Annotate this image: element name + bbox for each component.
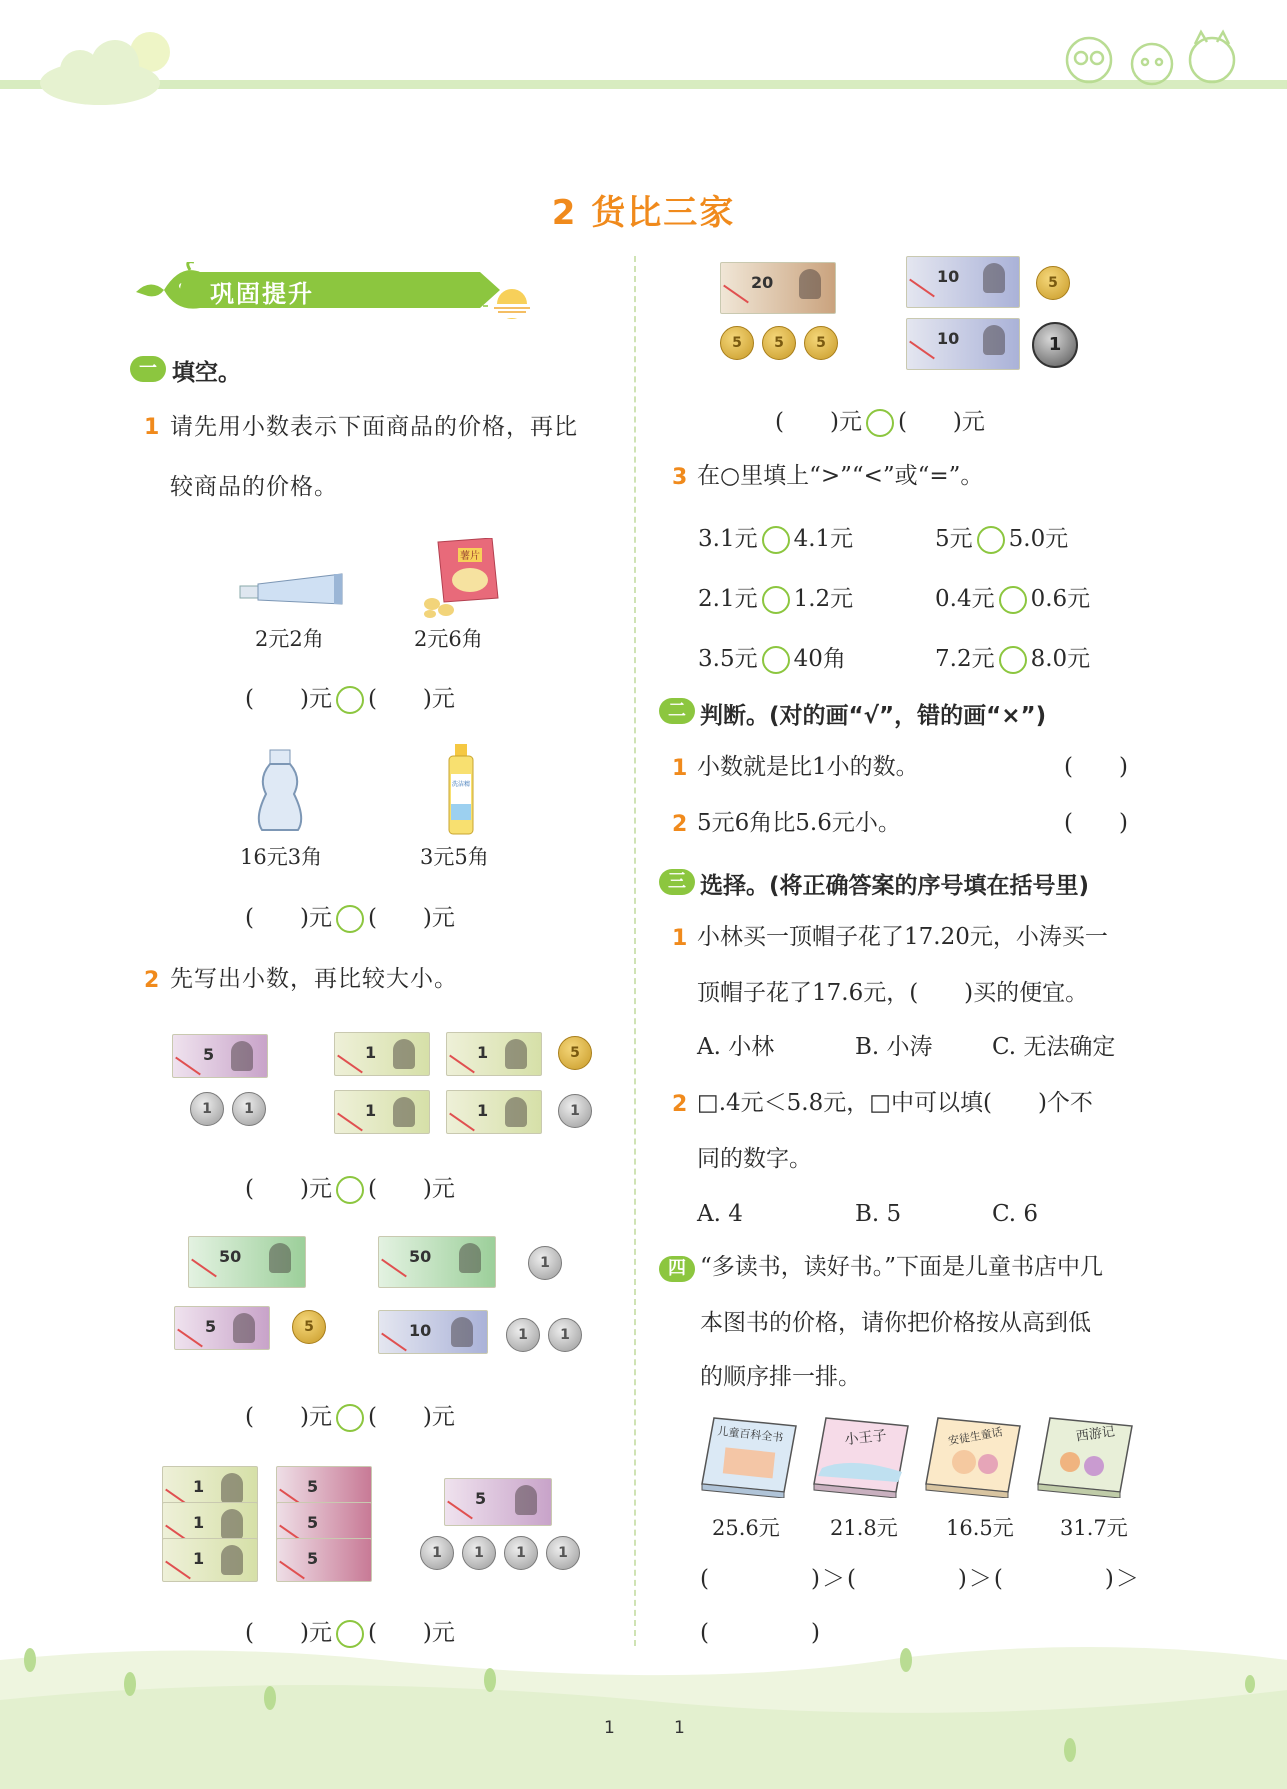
- book-icon: [1036, 1416, 1136, 1498]
- compare-row: 5元 5.0元: [935, 526, 1069, 552]
- option-a[interactable]: A. 小林: [697, 1034, 775, 1060]
- option-c[interactable]: C. 6: [992, 1201, 1039, 1227]
- animal-faces-decoration: [1057, 20, 1247, 90]
- grass-hills-decoration: [0, 1640, 1287, 1789]
- question-number: 1: [144, 415, 160, 440]
- svg-text:洗洁精: 洗洁精: [451, 781, 471, 788]
- compare-circle[interactable]: [336, 1176, 364, 1204]
- compare-circle[interactable]: [762, 646, 790, 674]
- banknote-5-yuan: 5: [444, 1478, 552, 1526]
- coin-1-yuan: 1: [528, 1246, 562, 1280]
- page-number: 1: [674, 1718, 685, 1738]
- banknote-10-yuan: 10: [906, 256, 1020, 308]
- question-text: 先写出小数，再比较大小。: [170, 966, 458, 992]
- question-text: 5元6角比5.6元小。: [697, 810, 901, 836]
- svg-text:西游记: 西游记: [1075, 1424, 1116, 1445]
- compare-circle[interactable]: [977, 526, 1005, 554]
- column-divider: [634, 256, 636, 1646]
- coin-1-yuan: 1: [1032, 322, 1078, 368]
- banknote-1-yuan: 1: [162, 1466, 258, 1510]
- compare-circle[interactable]: [336, 905, 364, 933]
- compare-row: 3.1元 4.1元: [698, 526, 854, 552]
- banknote-1-yuan: 1: [162, 1502, 258, 1546]
- sun-cloud-decoration: [30, 28, 190, 108]
- banknote-1-yuan: 1: [446, 1090, 542, 1134]
- svg-text:小王子: 小王子: [843, 1427, 888, 1449]
- book-icon: [700, 1416, 800, 1498]
- blank-left[interactable]: ( )元: [775, 409, 862, 435]
- blank-left[interactable]: ( )元: [245, 1404, 332, 1430]
- question-text: 本图书的价格，请你把价格按从高到低: [700, 1310, 1091, 1336]
- book-icon: [812, 1416, 912, 1498]
- compare-row: 3.5元 40角: [698, 646, 846, 672]
- order-answer-line[interactable]: ( ): [700, 1620, 822, 1646]
- page-number: 1: [604, 1718, 615, 1738]
- compare-circle[interactable]: [999, 586, 1027, 614]
- option-c[interactable]: C. 无法确定: [992, 1034, 1116, 1060]
- compare-circle[interactable]: [762, 526, 790, 554]
- question-text: 较商品的价格。: [170, 474, 338, 500]
- book-price: 25.6元: [712, 1516, 780, 1540]
- section-tag-4: 四: [659, 1256, 695, 1282]
- section-title-2: 判断。(对的画“√”，错的画“×”): [700, 703, 1047, 729]
- price-label: 3元5角: [420, 845, 489, 869]
- compare-row: [245, 680, 455, 714]
- question-number: 2: [144, 968, 160, 993]
- chips-bag-icon: [422, 538, 508, 618]
- coin-5-jiao: 5: [1036, 266, 1070, 300]
- section-banner: [130, 262, 610, 322]
- compare-row: [245, 1398, 455, 1432]
- coin-1-yuan: 1: [548, 1318, 582, 1352]
- coin-5-jiao: 5: [558, 1036, 592, 1070]
- coin-1-yuan: 1: [558, 1094, 592, 1128]
- coin-5-jiao: 5: [762, 326, 796, 360]
- question-number: 1: [672, 756, 688, 781]
- compare-row: 0.4元 0.6元: [935, 586, 1091, 612]
- option-a[interactable]: A. 4: [697, 1201, 743, 1227]
- page-title: 2 货比三家: [551, 193, 736, 233]
- option-b[interactable]: B. 5: [855, 1201, 902, 1227]
- compare-circle[interactable]: [866, 409, 894, 437]
- svg-text:儿童百科全书: 儿童百科全书: [716, 1424, 784, 1445]
- book-price: 31.7元: [1060, 1516, 1128, 1540]
- blank-left[interactable]: ( )元: [245, 1176, 332, 1202]
- question-text: 顶帽子花了17.6元，( )买的便宜。: [697, 980, 1089, 1006]
- banknote-10-yuan: 10: [378, 1310, 488, 1354]
- compare-row: 2.1元 1.2元: [698, 586, 854, 612]
- question-number: 2: [672, 1092, 688, 1117]
- blank-right[interactable]: ( )元: [367, 686, 455, 712]
- coin-1-yuan: 1: [190, 1092, 224, 1126]
- coin-5-jiao: 5: [804, 326, 838, 360]
- question-text: 在○里填上“>”“<”或“=”。: [697, 463, 984, 489]
- banknote-1-yuan: 1: [334, 1032, 430, 1076]
- banner-label: 巩固提升: [210, 280, 314, 308]
- banknote-50-yuan: 50: [378, 1236, 496, 1288]
- compare-circle[interactable]: [999, 646, 1027, 674]
- banknote-1-yuan: 1: [334, 1090, 430, 1134]
- section-tag-3: 三: [659, 869, 695, 895]
- banknote-5-yuan: 5: [172, 1034, 268, 1078]
- blank-right[interactable]: ( )元: [897, 409, 985, 435]
- compare-row: 7.2元 8.0元: [935, 646, 1091, 672]
- blank-right[interactable]: ( )元: [367, 905, 455, 931]
- banknote-5-jiao: 5: [276, 1502, 372, 1546]
- section-title-1: 填空。: [172, 360, 241, 386]
- order-answer-line[interactable]: ( )＞( )＞( )＞: [700, 1566, 1141, 1592]
- bottle-icon: [252, 748, 308, 834]
- banknote-5-jiao: 5: [276, 1538, 372, 1582]
- compare-circle[interactable]: [762, 586, 790, 614]
- question-number: 3: [672, 465, 688, 490]
- coin-1-yuan: 1: [504, 1536, 538, 1570]
- banknote-5-yuan: 5: [174, 1306, 270, 1350]
- coin-5-jiao: 5: [720, 326, 754, 360]
- svg-text:安徒生童话: 安徒生童话: [947, 1425, 1004, 1448]
- coin-1-yuan: 1: [462, 1536, 496, 1570]
- book-price: 21.8元: [830, 1516, 898, 1540]
- compare-circle[interactable]: [336, 686, 364, 714]
- banknote-1-yuan: 1: [446, 1032, 542, 1076]
- question-text: □.4元＜5.8元，□中可以填( )个不: [697, 1090, 1093, 1116]
- question-text: 小数就是比1小的数。: [697, 754, 919, 780]
- blank-right[interactable]: ( )元: [367, 1176, 455, 1202]
- coin-1-yuan: 1: [420, 1536, 454, 1570]
- option-b[interactable]: B. 小涛: [855, 1034, 933, 1060]
- detergent-bottle-icon: [446, 744, 476, 836]
- book-price: 16.5元: [946, 1516, 1014, 1540]
- section-title-3: 选择。(将正确答案的序号填在括号里): [700, 873, 1090, 899]
- compare-row: [245, 1170, 455, 1204]
- banknote-50-yuan: 50: [188, 1236, 306, 1288]
- compare-row: [775, 403, 985, 437]
- blank-left[interactable]: ( )元: [245, 1620, 332, 1646]
- answer-paren[interactable]: ( ): [1064, 810, 1128, 836]
- blank-right[interactable]: ( )元: [367, 1620, 455, 1646]
- book-icon: [924, 1416, 1024, 1498]
- price-label: 2元2角: [255, 627, 324, 651]
- coin-5-jiao: 5: [292, 1310, 326, 1344]
- blank-left[interactable]: ( )元: [245, 686, 332, 712]
- question-text: 的顺序排一排。: [700, 1364, 861, 1390]
- banknote-1-yuan: 1: [162, 1538, 258, 1582]
- banknote-10-yuan: 10: [906, 318, 1020, 370]
- price-label: 16元3角: [240, 845, 323, 869]
- question-text: 请先用小数表示下面商品的价格，再比: [170, 414, 578, 440]
- svg-text:薯片: 薯片: [460, 551, 480, 562]
- question-number: 2: [672, 812, 688, 837]
- toothpaste-icon: [238, 570, 348, 610]
- compare-circle[interactable]: [336, 1404, 364, 1432]
- blank-left[interactable]: ( )元: [245, 905, 332, 931]
- coin-1-yuan: 1: [232, 1092, 266, 1126]
- answer-paren[interactable]: ( ): [1064, 754, 1128, 780]
- price-label: 2元6角: [414, 627, 483, 651]
- banknote-5-jiao: 5: [276, 1466, 372, 1510]
- question-number: 1: [672, 926, 688, 951]
- section-tag-2: 二: [659, 698, 695, 724]
- coin-1-yuan: 1: [546, 1536, 580, 1570]
- section-tag-1: 一: [130, 356, 166, 382]
- question-text: “多读书，读好书。”下面是儿童书店中几: [700, 1254, 1104, 1280]
- question-text: 小林买一顶帽子花了17.20元，小涛买一: [697, 924, 1108, 950]
- question-text: 同的数字。: [697, 1146, 812, 1172]
- blank-right[interactable]: ( )元: [367, 1404, 455, 1430]
- coin-1-yuan: 1: [506, 1318, 540, 1352]
- banknote-20-yuan: 20: [720, 262, 836, 314]
- compare-row: [245, 899, 455, 933]
